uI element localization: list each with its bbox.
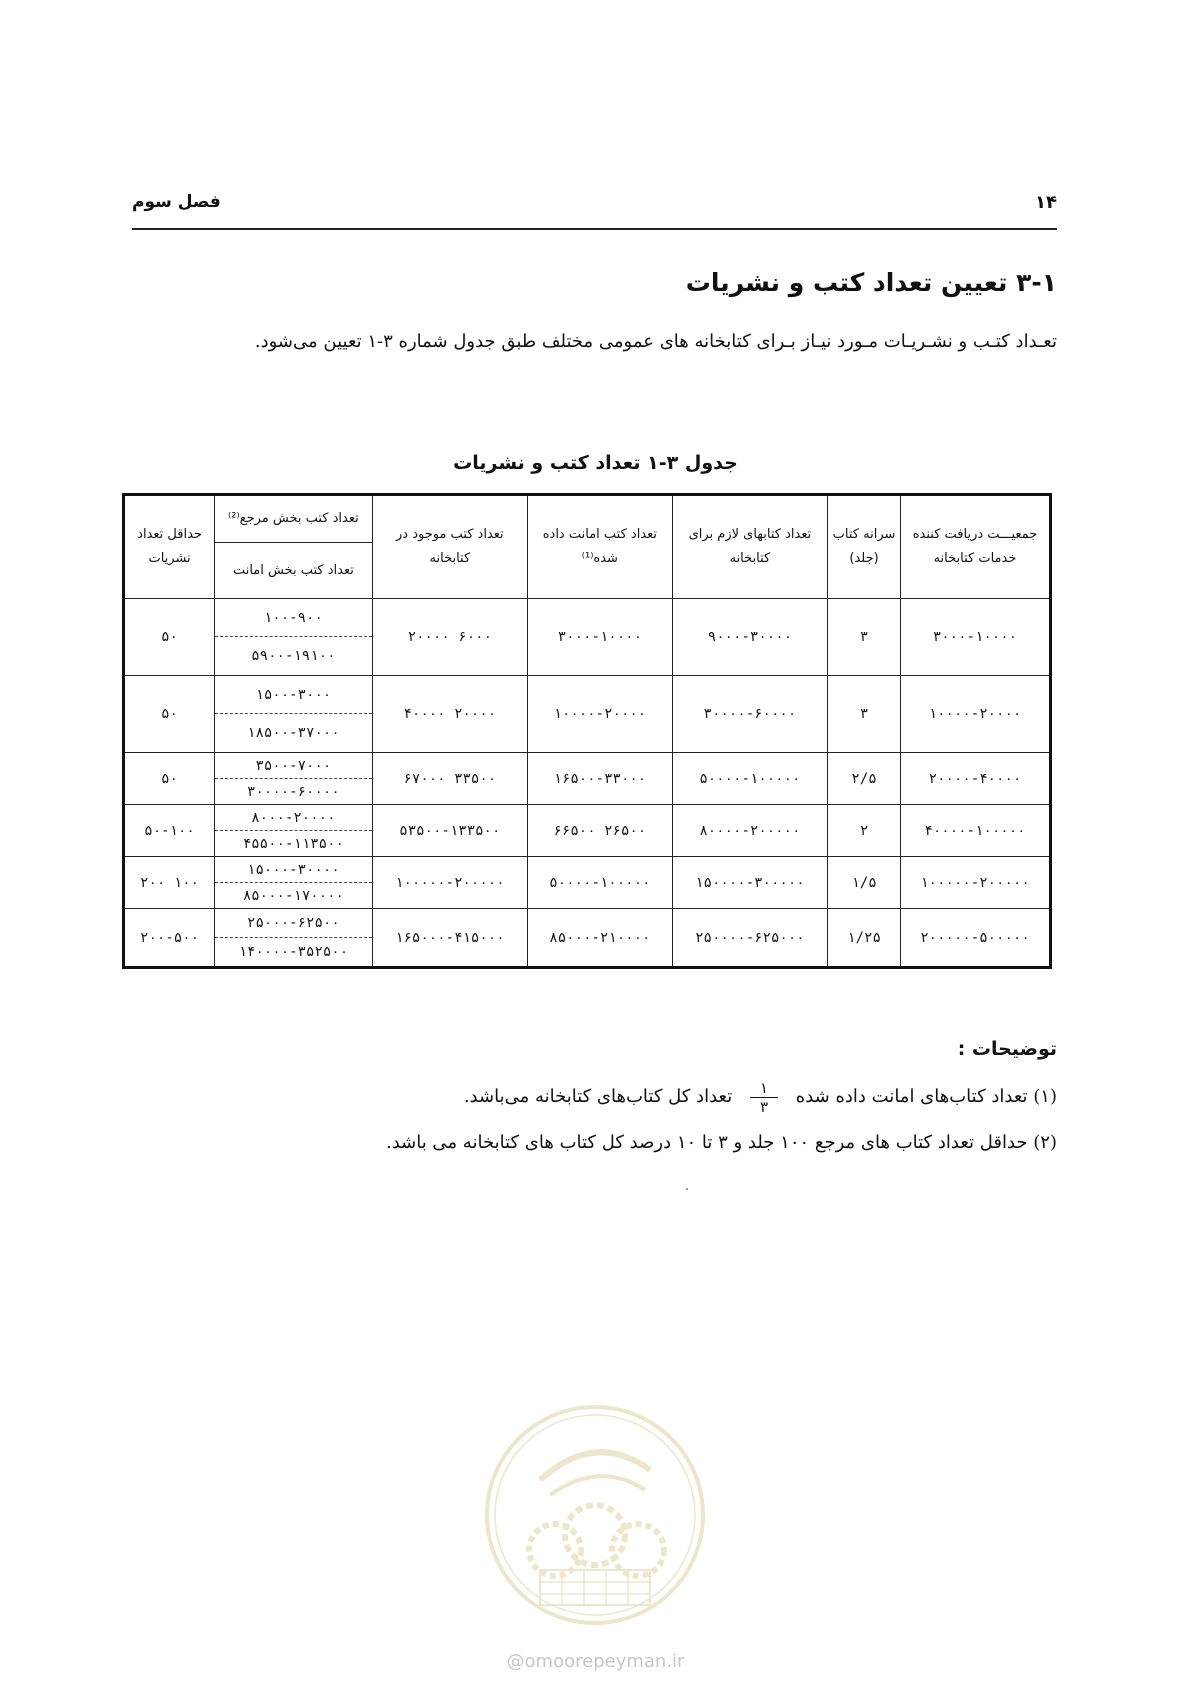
header-population: جمعیـــت دریافت کننده خدمات کتابخانه	[900, 495, 1050, 599]
cell-reference: ۲۵۰۰۰-۶۲۵۰۰	[215, 909, 373, 938]
stray-dot	[686, 1188, 688, 1190]
books-table	[122, 493, 1052, 969]
fraction-denominator: ۳	[759, 1097, 769, 1116]
cell-periodicals: ۱۰۰ ۲۰۰	[124, 857, 215, 909]
cell-reference: ۳۵۰۰-۷۰۰۰	[215, 753, 373, 779]
cell-population: ۳۰۰۰-۱۰۰۰۰	[900, 599, 1050, 676]
watermark-logo-icon	[480, 1400, 710, 1630]
at-icon: @	[506, 1651, 525, 1672]
cell-reference: ۱۵۰۰-۳۰۰۰	[215, 676, 373, 714]
cell-population: ۲۰۰۰۰۰-۵۰۰۰۰۰	[900, 909, 1050, 968]
body-paragraph: تعـداد کتـب و نشـریـات مـورد نیـاز بـرای کتابخانه های عمومی مختلف طبق جدول شماره ۳-۱ تعیین می‌شود.	[254, 331, 1057, 352]
cell-required: ۱۵۰۰۰۰-۳۰۰۰۰۰	[672, 857, 827, 909]
header-reference-books: تعداد کتب بخش مرجع⁽²⁾	[215, 495, 373, 543]
cell-per-capita: ۲/۵	[828, 753, 901, 805]
cell-periodicals: ۲۰۰-۵۰۰	[124, 909, 215, 968]
cell-population: ۲۰۰۰۰-۴۰۰۰۰	[900, 753, 1050, 805]
table-row	[124, 857, 1051, 883]
header-required-books: تعداد کتابهای لازم برای کتابخانه	[672, 495, 827, 599]
header-existing-books: تعداد کتب موجود در کتابخانه	[372, 495, 527, 599]
header-per-capita: سرانه کتاب (جلد)	[828, 495, 901, 599]
cell-loan-section: ۸۵۰۰۰-۱۷۰۰۰۰	[215, 883, 373, 909]
notes-heading: توضیحات :	[957, 1038, 1057, 1060]
cell-loaned: ۱۰۰۰۰-۲۰۰۰۰	[528, 676, 673, 753]
note-1-prefix: (۱) تعداد کتاب‌های امانت داده شده	[795, 1086, 1057, 1107]
table-row	[124, 676, 1051, 714]
table-row	[124, 753, 1051, 779]
table-caption: جدول ۳-۱ تعداد کتب و نشریات	[453, 452, 738, 474]
cell-existing: ۳۳۵۰۰ ۶۷۰۰۰	[372, 753, 527, 805]
cell-per-capita: ۲	[828, 805, 901, 857]
cell-existing: ۱۶۵۰۰۰-۴۱۵۰۰۰	[372, 909, 527, 968]
cell-periodicals: ۵۰-۱۰۰	[124, 805, 215, 857]
note-1	[300, 1074, 1057, 1120]
cell-loan-section: ۱۸۵۰۰-۳۷۰۰۰	[215, 714, 373, 753]
cell-required: ۹۰۰۰-۳۰۰۰۰	[672, 599, 827, 676]
header-loaned-books: تعداد کتب امانت داده شده⁽¹⁾	[528, 495, 673, 599]
cell-required: ۸۰۰۰۰-۲۰۰۰۰۰	[672, 805, 827, 857]
cell-loan-section: ۴۵۵۰۰-۱۱۳۵۰۰	[215, 831, 373, 857]
cell-required: ۳۰۰۰۰-۶۰۰۰۰	[672, 676, 827, 753]
cell-loaned: ۲۶۵۰۰ ۶۶۵۰۰	[528, 805, 673, 857]
cell-existing: ۵۳۵۰۰-۱۳۳۵۰۰	[372, 805, 527, 857]
cell-population: ۱۰۰۰۰-۲۰۰۰۰	[900, 676, 1050, 753]
section-heading: ۳-۱ تعیین تعداد کتب و نشریات	[685, 268, 1057, 297]
cell-loan-section: ۳۰۰۰۰-۶۰۰۰۰	[215, 779, 373, 805]
header-loan-section-books: تعداد کتب بخش امانت	[215, 543, 373, 599]
fraction-numerator: ۱	[750, 1079, 778, 1098]
cell-per-capita: ۱/۵	[828, 857, 901, 909]
table-row	[124, 599, 1051, 637]
cell-existing: ۶۰۰۰ ۲۰۰۰۰	[372, 599, 527, 676]
table-row	[124, 805, 1051, 831]
cell-loan-section: ۵۹۰۰-۱۹۱۰۰	[215, 637, 373, 676]
cell-per-capita: ۳	[828, 676, 901, 753]
running-header	[132, 192, 1057, 230]
cell-reference: ۸۰۰۰-۲۰۰۰۰	[215, 805, 373, 831]
cell-loaned: ۵۰۰۰۰-۱۰۰۰۰۰	[528, 857, 673, 909]
cell-periodicals: ۵۰	[124, 753, 215, 805]
page-number: ۱۴	[1035, 192, 1057, 213]
cell-loaned: ۸۵۰۰۰-۲۱۰۰۰۰	[528, 909, 673, 968]
fraction-one-third	[750, 1079, 778, 1116]
cell-population: ۴۰۰۰۰-۱۰۰۰۰۰	[900, 805, 1050, 857]
cell-loaned: ۱۶۵۰۰-۳۳۰۰۰	[528, 753, 673, 805]
cell-periodicals: ۵۰	[124, 676, 215, 753]
cell-loaned: ۳۰۰۰-۱۰۰۰۰	[528, 599, 673, 676]
notes-section	[300, 1038, 1057, 1166]
cell-required: ۵۰۰۰۰-۱۰۰۰۰۰	[672, 753, 827, 805]
table-row	[124, 909, 1051, 938]
watermark-site-text: omoorepeyman.ir	[524, 1651, 685, 1672]
cell-existing: ۱۰۰۰۰۰-۲۰۰۰۰۰	[372, 857, 527, 909]
cell-reference: ۱۵۰۰۰-۳۰۰۰۰	[215, 857, 373, 883]
note-2: (۲) حداقل تعداد کتاب های مرجع ۱۰۰ جلد و ۳ تا ۱۰ درصد کل کتاب های کتابخانه می باشد.	[385, 1132, 1057, 1153]
header-min-periodicals: حداقل تعداد نشریات	[124, 495, 215, 599]
cell-population: ۱۰۰۰۰۰-۲۰۰۰۰۰	[900, 857, 1050, 909]
cell-reference: ۱۰۰-۹۰۰	[215, 599, 373, 637]
watermark-site	[0, 1651, 1191, 1672]
cell-per-capita: ۱/۲۵	[828, 909, 901, 968]
cell-per-capita: ۳	[828, 599, 901, 676]
chapter-title: فصل سوم	[132, 192, 221, 212]
cell-periodicals: ۵۰	[124, 599, 215, 676]
note-1-suffix: تعداد کل کتاب‌های کتابخانه می‌باشد.	[463, 1086, 733, 1107]
cell-existing: ۲۰۰۰۰ ۴۰۰۰۰	[372, 676, 527, 753]
cell-required: ۲۵۰۰۰۰-۶۲۵۰۰۰	[672, 909, 827, 968]
cell-loan-section: ۱۴۰۰۰۰-۳۵۲۵۰۰	[215, 938, 373, 968]
